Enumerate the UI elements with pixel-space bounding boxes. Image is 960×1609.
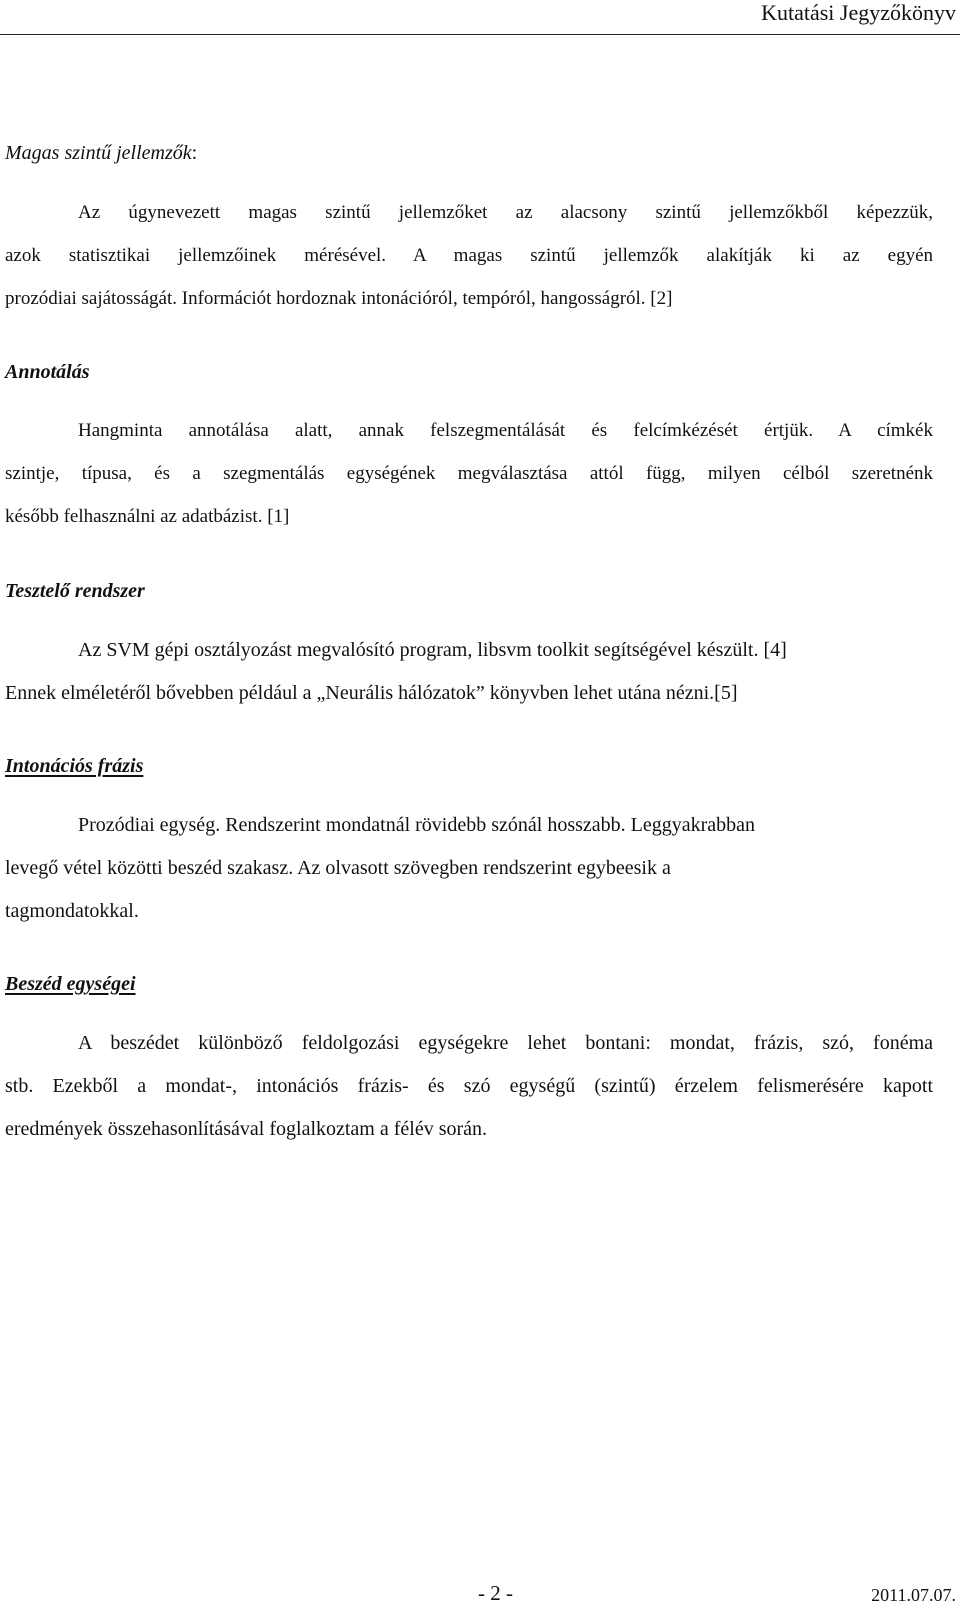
- section-heading-beszed: Beszéd egységei: [5, 973, 136, 995]
- section-heading-magas: [5, 140, 197, 166]
- paragraph-line: azok statisztikai jellemzőinek mérésével. A magas szintű jellemzők alakítják ki az egyén: [5, 245, 933, 266]
- paragraph-line: levegő vétel közötti beszéd szakasz. Az olvasott szövegben rendszerint egybeesik a: [5, 857, 671, 879]
- section-heading-magas-text: Magas szintű jellemzők: [5, 142, 192, 164]
- paragraph-line: szintje, típusa, és a szegmentálás egységének megválasztása attól függ, milyen célból szeretnénk: [5, 463, 933, 484]
- page-header: [0, 0, 960, 35]
- paragraph-line: tagmondatokkal.: [5, 900, 139, 922]
- section-heading-annotalas: Annotálás: [5, 361, 90, 383]
- paragraph-line: Az SVM gépi osztályozást megvalósító program, libsvm toolkit segítségével készült. [4]: [78, 639, 787, 661]
- section-heading-intonacios: Intonációs frázis: [5, 755, 144, 777]
- paragraph-line: eredmények összehasonlításával foglalkoztam a félév során.: [5, 1118, 488, 1140]
- paragraph-line: A beszédet különböző feldolgozási egységekre lehet bontani: mondat, frázis, szó, fonéma: [78, 1032, 933, 1054]
- header-title: Kutatási Jegyzőkönyv: [761, 0, 956, 25]
- paragraph-line: később felhasználni az adatbázist. [1]: [5, 506, 290, 527]
- paragraph-line: prozódiai sajátosságát. Információt hordoznak intonációról, tempóról, hangosságról. [2]: [5, 288, 673, 309]
- paragraph-line: Ennek elméletéről bővebben például a „Neurális hálózatok” könyvben lehet utána nézni.[5]: [5, 682, 738, 704]
- paragraph-line: Hangminta annotálása alatt, annak felszegmentálását és felcímkézését értjük. A címkék: [78, 420, 933, 441]
- section-heading-magas-suffix: :: [191, 142, 198, 164]
- page-number: - 2 -: [478, 1581, 513, 1605]
- paragraph-line: Prozódiai egység. Rendszerint mondatnál rövidebb szónál hosszabb. Leggyakrabban: [78, 814, 756, 836]
- section-heading-tesztelo: Tesztelő rendszer: [5, 580, 145, 602]
- footer-date: 2011.07.07.: [871, 1585, 956, 1605]
- paragraph-line: stb. Ezekből a mondat-, intonációs frázis- és szó egységű (szintű) érzelem felismerésére kapott: [5, 1075, 933, 1097]
- paragraph-line: Az úgynevezett magas szintű jellemzőket az alacsony szintű jellemzőkből képezzük,: [78, 202, 933, 223]
